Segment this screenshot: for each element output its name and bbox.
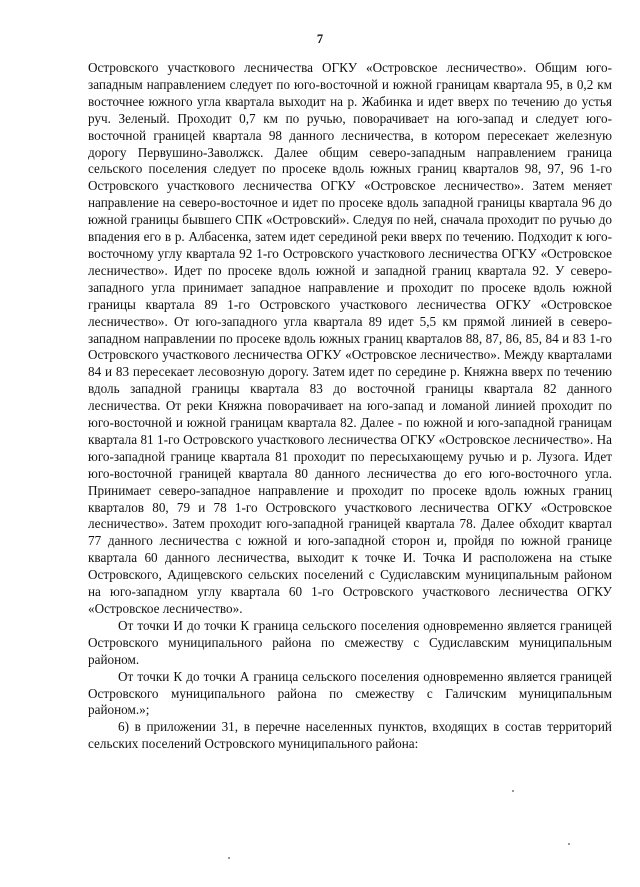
scan-speck <box>568 843 570 845</box>
scan-speck <box>228 857 230 859</box>
paragraph-point-k-to-a: От точки К до точки А граница сельского поселения одновременно является границей Островского муниципального района по смежеству с Галичским муниципальным районом.»; <box>88 668 612 718</box>
scan-speck <box>512 790 514 792</box>
paragraph-item-6: 6) в приложении 31, в перечне населенных пунктов, входящих в состав территорий сельских поселений Островского муниципального района: <box>88 719 612 752</box>
paragraph-point-i-to-k: От точки И до точки К граница сельского поселения одновременно является границей Островского муниципального района по смежеству с Судиславским муниципальным районом. <box>88 617 612 667</box>
page-number: 7 <box>316 32 324 46</box>
document-body <box>88 60 612 753</box>
paragraph-boundary-description: Островского участкового лесничества ОГКУ «Островское лесничество». Общим юго-западным направлением следует по юго-восточной и южной границам квартала 95, в 0,2 км восточнее южного угла квартала выходит на р. Жабинка и идет вверх по течению до устья руч. Зеленый. Проходит 0,7 км по ручью, поворачивает на юго-запад и следует юго-восточной границей квартала 98 данного лесничества, в котором пересекает железную дорогу Первушино-Заволжск. Далее общим северо-западным направлением граница сельского поселения следует по просеке вдоль южных границ кварталов 98, 97, 96 1-го Островского участкового лесничества ОГКУ «Островское лесничество». Затем меняет направление на северо-восточное и идет по просеке вдоль западной границы квартала 96 до южной границы бывшего СПК «Островский». Следуя по ней, сначала проходит по ручью до впадения его в р. Албасенка, затем идет серединой реки вверх по течению. Подходит к юго-восточному углу квартала 92 1-го Островского участкового лесничества ОГКУ «Островское лесничество». Идет по просеке вдоль южной и западной границ квартала 92. У северо-западного угла принимает западное направление и проходит по просеке вдоль южной границы квартала 89 1-го Островского участкового лесничества ОГКУ «Островское лесничество». От юго-западного угла квартала 89 идет 5,5 км прямой линией в северо-западном направлении по просеке вдоль южных границ кварталов 88, 87, 86, 85, 84 и 83 1-го Островского участкового лесничества ОГКУ «Островское лесничество». Между кварталами 84 и 83 пересекает лесовозную дорогу. Затем идет по середине р. Княжна вверх по течению вдоль западной границы квартала 83 до восточной границы квартала 82 данного лесничества. От реки Княжна поворачивает на юго-запад и ломаной линией проходит по юго-восточной и южной границам квартала 82. Далее - по южной и юго-западной границам квартала 81 1-го Островского участкового лесничества ОГКУ «Островское лесничество». На юго-западной границе квартала 81 проходит по пересыхающему ручью и р. Лузога. Идет юго-восточной границей квартала 80 данного лесничества до его юго-восточного угла. Принимает северо-западное направление и проходит по просеке вдоль южных границ кварталов 80, 79 и 78 1-го Островского участкового лесничества ОГКУ «Островское лесничество». Затем проходит юго-западной границей квартала 78. Далее обходит квартал 77 данного лесничества с южной и юго-западной сторон и, пройдя по южной границе квартала 60 данного лесничества, выходит к точке И. Точка И расположена на стыке Островского, Адищевского сельских поселений с Судиславским муниципальным районом на юго-западном углу квартала 60 1-го Островского участкового лесничества ОГКУ «Островское лесничество». <box>88 60 612 616</box>
